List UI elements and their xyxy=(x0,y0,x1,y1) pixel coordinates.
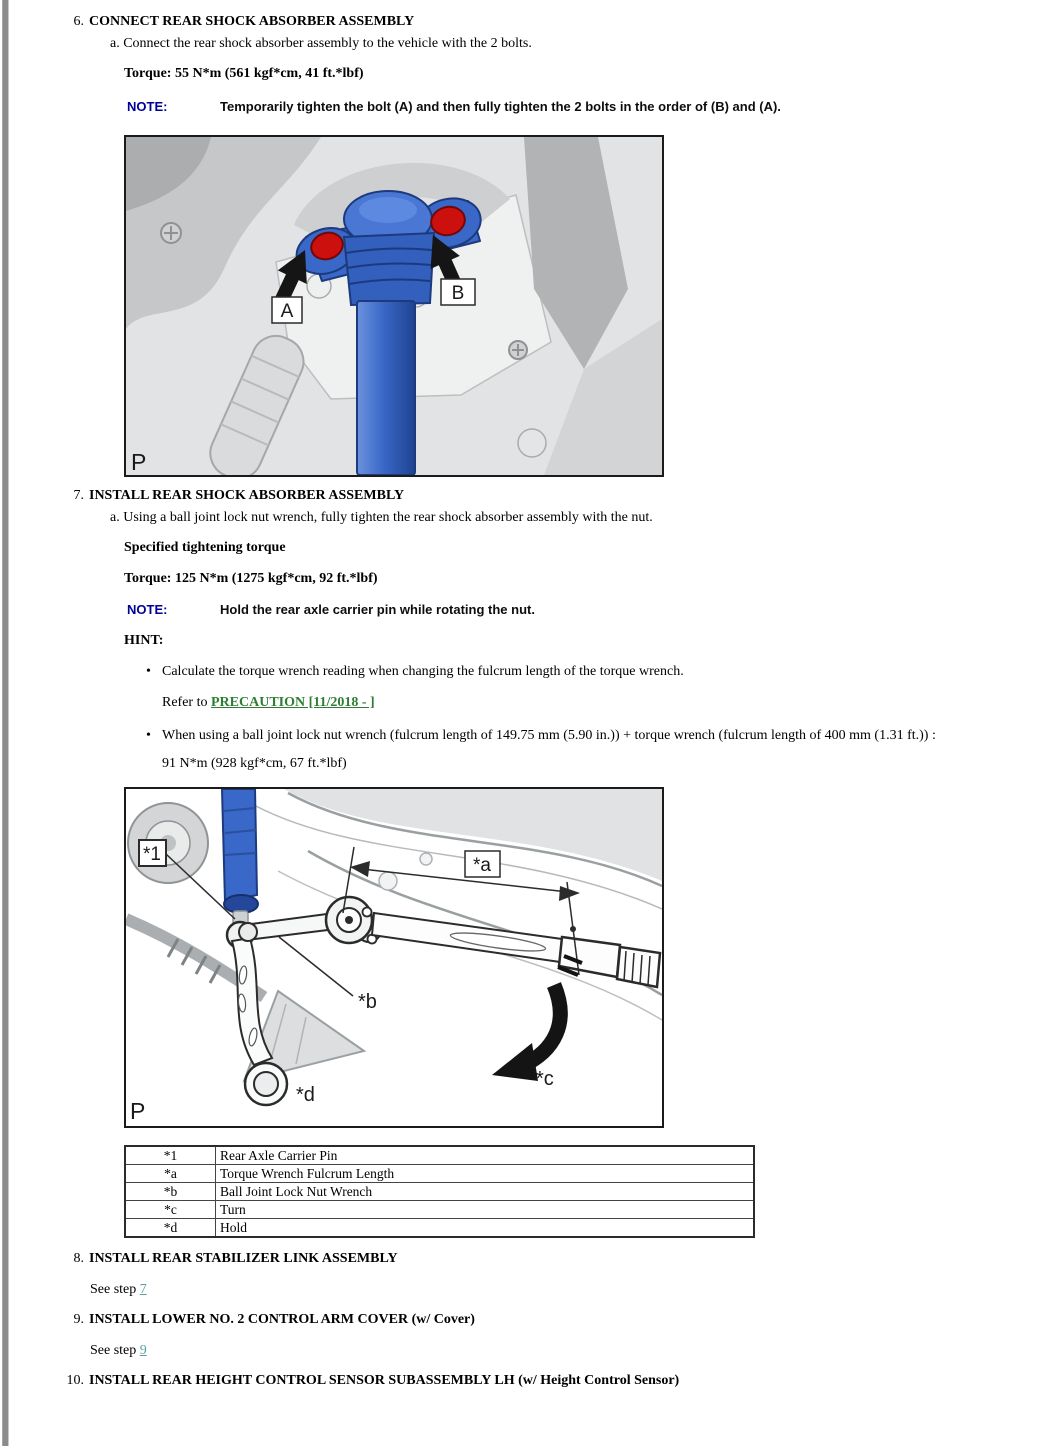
hint-bullet-2 xyxy=(146,727,1056,745)
legend-value: Rear Axle Carrier Pin xyxy=(216,1146,755,1165)
legend-row xyxy=(125,1183,754,1201)
legend-row xyxy=(125,1219,754,1238)
note-text: Temporarily tighten the bolt (A) and then fully tighten the 2 bolts in the order of (B) and (A). xyxy=(220,99,781,114)
legend-row xyxy=(125,1201,754,1219)
legend-key: *d xyxy=(125,1219,216,1238)
legend-value: Hold xyxy=(216,1219,755,1238)
step-7-number: 7. xyxy=(73,488,84,503)
see-step-9-link[interactable]: 9 xyxy=(139,1343,147,1358)
see-step-7-link[interactable]: 7 xyxy=(139,1282,147,1297)
step-6-title: CONNECT REAR SHOCK ABSORBER ASSEMBLY xyxy=(89,14,415,29)
step-6-number: 6. xyxy=(73,14,84,29)
legend-key: *a xyxy=(125,1165,216,1183)
step-6-torque-spec: Torque: 55 N*m (561 kgf*cm, 41 ft.*lbf) xyxy=(124,66,364,81)
step-10-number: 10. xyxy=(66,1373,84,1388)
label-star-b: *b xyxy=(358,991,377,1013)
bullet-icon: • xyxy=(146,728,151,743)
legend-value: Turn xyxy=(216,1201,755,1219)
hint-bullet-2-text: When using a ball joint lock nut wrench (fulcrum length of 149.75 mm (5.90 in.)) + torque wrench (fulcrum length of 400 mm (1.31 ft.)) : xyxy=(162,728,936,743)
legend-key: *1 xyxy=(125,1146,216,1165)
step-8-heading xyxy=(0,1250,1056,1268)
hint-label: HINT: xyxy=(124,633,164,648)
step-9-number: 9. xyxy=(73,1312,84,1327)
figure2-watermark: P xyxy=(130,1098,146,1124)
refer-prefix: Refer to xyxy=(162,695,211,710)
precaution-link[interactable]: PRECAUTION [11/2018 - ] xyxy=(210,695,375,710)
note-label: NOTE: xyxy=(127,99,168,114)
legend-row xyxy=(125,1165,754,1183)
bullet-icon: • xyxy=(146,664,151,679)
legend-key: *b xyxy=(125,1183,216,1201)
hint-bullet-2-value: 91 N*m (928 kgf*cm, 67 ft.*lbf) xyxy=(162,756,347,771)
legend-key: *c xyxy=(125,1201,216,1219)
label-a: A xyxy=(280,301,294,322)
refer-line xyxy=(162,694,1056,712)
label-star-a: *a xyxy=(473,855,491,876)
step-9-title: INSTALL LOWER NO. 2 CONTROL ARM COVER (w/ Cover) xyxy=(89,1312,475,1327)
step-6-heading xyxy=(0,13,1056,31)
step-7-spec-heading: Specified tightening torque xyxy=(124,540,286,555)
label-star-d: *d xyxy=(296,1084,315,1106)
step-8-see-step xyxy=(90,1281,1056,1299)
step-8-title: INSTALL REAR STABILIZER LINK ASSEMBLY xyxy=(89,1251,398,1266)
step-10-title: INSTALL REAR HEIGHT CONTROL SENSOR SUBASSEMBLY LH (w/ Height Control Sensor) xyxy=(89,1373,680,1388)
step-10-heading xyxy=(0,1372,1056,1390)
figure-legend-table xyxy=(124,1145,755,1238)
step-9-heading xyxy=(0,1311,1056,1329)
step-7-torque-spec: Torque: 125 N*m (1275 kgf*cm, 92 ft.*lbf) xyxy=(124,571,378,586)
legend-value: Ball Joint Lock Nut Wrench xyxy=(216,1183,755,1201)
screw-icon xyxy=(509,341,527,359)
step-7-substep-a: a. Using a ball joint lock nut wrench, fully tighten the rear shock absorber assembly with the nut. xyxy=(110,510,653,525)
step-6-substep-a: a. Connect the rear shock absorber assembly to the vehicle with the 2 bolts. xyxy=(110,36,532,51)
figure-torque-wrench-setup xyxy=(124,787,664,1128)
step-9-see-step xyxy=(90,1342,1056,1360)
note-text: Hold the rear axle carrier pin while rotating the nut. xyxy=(220,602,535,617)
see-step-prefix: See step xyxy=(90,1343,140,1358)
step-7-heading xyxy=(0,487,1056,505)
label-b: B xyxy=(451,283,465,304)
hint-bullet-1 xyxy=(146,663,1056,681)
step-7-note xyxy=(127,601,1056,619)
figure1-watermark: P xyxy=(131,449,147,475)
screw-icon xyxy=(161,223,181,243)
step-8-number: 8. xyxy=(73,1251,84,1266)
label-star-1: *1 xyxy=(143,844,161,865)
hint-bullet-1-text: Calculate the torque wrench reading when changing the fulcrum length of the torque wrench. xyxy=(162,664,684,679)
figure-shock-absorber-bolts xyxy=(124,135,664,477)
see-step-prefix: See step xyxy=(90,1282,140,1297)
legend-value: Torque Wrench Fulcrum Length xyxy=(216,1165,755,1183)
label-star-c: *c xyxy=(536,1068,554,1090)
legend-row xyxy=(125,1146,754,1165)
step-6-note xyxy=(127,98,1056,116)
step-7-title: INSTALL REAR SHOCK ABSORBER ASSEMBLY xyxy=(89,488,405,503)
note-label: NOTE: xyxy=(127,602,168,617)
